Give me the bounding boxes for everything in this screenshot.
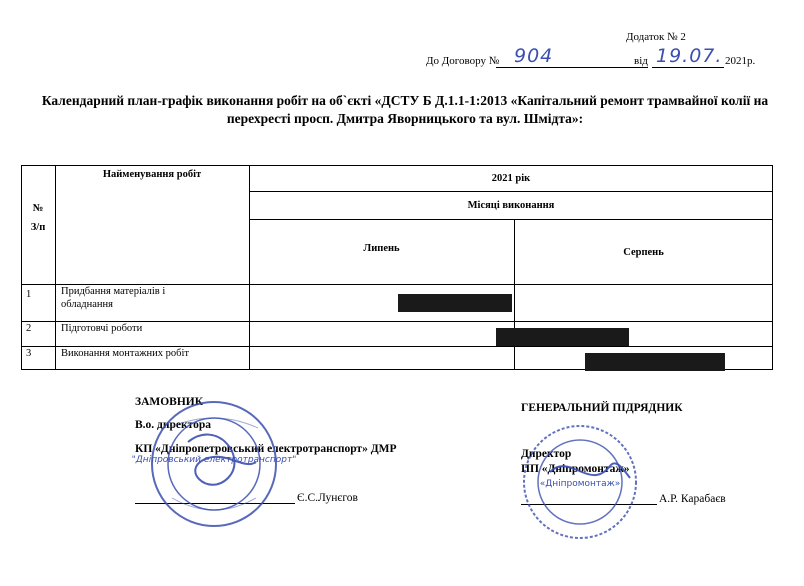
customer-org: КП «Дніпропетровський електротранспорт» ДМР [135, 443, 397, 455]
contractor-stamp-text: «Дніпромонтаж» [539, 479, 621, 489]
gantt-bar-installation [585, 353, 725, 371]
contractor-stamp [520, 422, 640, 542]
row-2-num: 2 [26, 323, 32, 334]
customer-position: В.о. директора [135, 419, 212, 431]
year-header: 2021 рік [491, 173, 531, 184]
date-line [652, 67, 724, 68]
row-3-name: Виконання монтажних робіт [61, 348, 190, 359]
row-1-num: 1 [26, 289, 32, 300]
col-name-header: Найменування робіт [102, 169, 202, 180]
document-title: Календарний план-графік виконання робіт на об`єкті «ДСТУ Б Д.1.1-1:2013 «Капітальний ремонт трамвайної колії на перехресті просп. Дмитра Яворницького та вул. Шмідта»: [41, 93, 769, 126]
contract-reference [426, 45, 756, 71]
year-suffix: 2021р. [725, 55, 756, 67]
gantt-bar-preparation [496, 328, 629, 346]
month-july: Липень [363, 243, 400, 254]
gantt-bar-materials [398, 294, 512, 312]
contract-date: 19.07. [656, 45, 723, 67]
row-1-name-cont: обладнання [61, 299, 113, 310]
date-prefix: від [634, 55, 648, 67]
row-3-num: 3 [26, 348, 32, 359]
col-num-subheader: З/п [30, 222, 46, 233]
appendix-label: Додаток № 2 [626, 31, 686, 43]
customer-stamp [131, 398, 297, 530]
contract-prefix: До Договору № [426, 55, 500, 67]
row-2-name: Підготовчі роботи [61, 323, 143, 334]
contract-number: 904 [514, 45, 554, 67]
col-num-header: № [32, 203, 44, 214]
contractor-org: ПП «Дніпромонтаж» [521, 463, 630, 475]
schedule-table [21, 165, 773, 370]
contract-number-line [496, 67, 648, 68]
contractor-position: Директор [521, 448, 572, 460]
contractor-signatory: А.Р. Карабаєв [659, 493, 726, 505]
month-august: Серпень [623, 247, 664, 258]
customer-heading: ЗАМОВНИК [135, 396, 204, 408]
customer-signatory: Є.С.Лунєгов [297, 492, 358, 504]
customer-stamp-text: "Дніпровський електротранспорт" [131, 455, 297, 465]
contractor-heading: ГЕНЕРАЛЬНИЙ ПІДРЯДНИК [521, 402, 683, 414]
row-1-name: Придбання матеріалів і [61, 286, 166, 297]
months-header: Місяці виконання [467, 200, 555, 211]
